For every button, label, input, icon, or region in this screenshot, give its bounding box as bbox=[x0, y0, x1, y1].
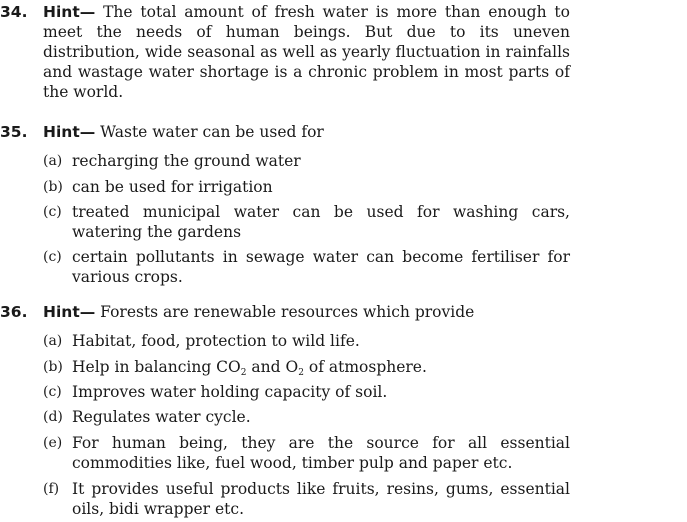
item-marker: (a) bbox=[43, 333, 63, 349]
question-number: 34. bbox=[0, 3, 28, 21]
item-marker: (a) bbox=[43, 153, 63, 169]
item-text: Habitat, food, protection to wild life. bbox=[72, 332, 360, 350]
intro-text: Waste water can be used for bbox=[100, 123, 324, 141]
subscript: 2 bbox=[240, 368, 247, 378]
item-text bbox=[72, 357, 570, 377]
hint-label: Hint— bbox=[43, 303, 96, 321]
item-text: recharging the ground water bbox=[72, 152, 301, 170]
question-number: 36. bbox=[0, 303, 28, 321]
item-text: certain pollutants in sewage water can become fertiliser for various crops. bbox=[72, 248, 570, 286]
item-marker: (c) bbox=[43, 204, 62, 220]
item-marker: (f) bbox=[43, 481, 60, 497]
text-part: of atmosphere. bbox=[303, 358, 427, 376]
text-part: and O bbox=[246, 358, 299, 376]
item-text: Improves water holding capacity of soil. bbox=[72, 383, 388, 401]
item-text: It provides useful products like fruits, resins, gums, essential oils, bidi wrapper etc. bbox=[72, 480, 570, 518]
hint-label: Hint— bbox=[43, 3, 96, 21]
text-part: Help in balancing CO bbox=[72, 358, 241, 376]
item-marker: (b) bbox=[43, 359, 63, 375]
item-marker: (e) bbox=[43, 435, 63, 451]
question-number: 35. bbox=[0, 123, 28, 141]
item-text: treated municipal water can be used for washing cars, watering the gardens bbox=[72, 203, 570, 241]
item-marker: (c) bbox=[43, 249, 62, 265]
answer-intro bbox=[43, 122, 570, 142]
item-marker: (c) bbox=[43, 384, 62, 400]
item-text: Regulates water cycle. bbox=[72, 408, 251, 426]
item-marker: (b) bbox=[43, 179, 63, 195]
answer-text: The total amount of fresh water is more than enough to meet the needs of human beings. But due to its uneven distribution, wide seasonal as well as yearly fluctuation in rainfalls and wastage water shortage is a chronic problem in most parts of the world. bbox=[43, 3, 570, 101]
answer-intro bbox=[43, 302, 570, 322]
answer-paragraph bbox=[43, 2, 570, 102]
intro-text: Forests are renewable resources which provide bbox=[100, 303, 475, 321]
item-text: For human being, they are the source for all essential commodities like, fuel wood, timber pulp and paper etc. bbox=[72, 434, 570, 472]
item-marker: (d) bbox=[43, 409, 63, 425]
subscript: 2 bbox=[298, 368, 304, 378]
item-text: can be used for irrigation bbox=[72, 178, 273, 196]
hint-label: Hint— bbox=[43, 123, 96, 141]
